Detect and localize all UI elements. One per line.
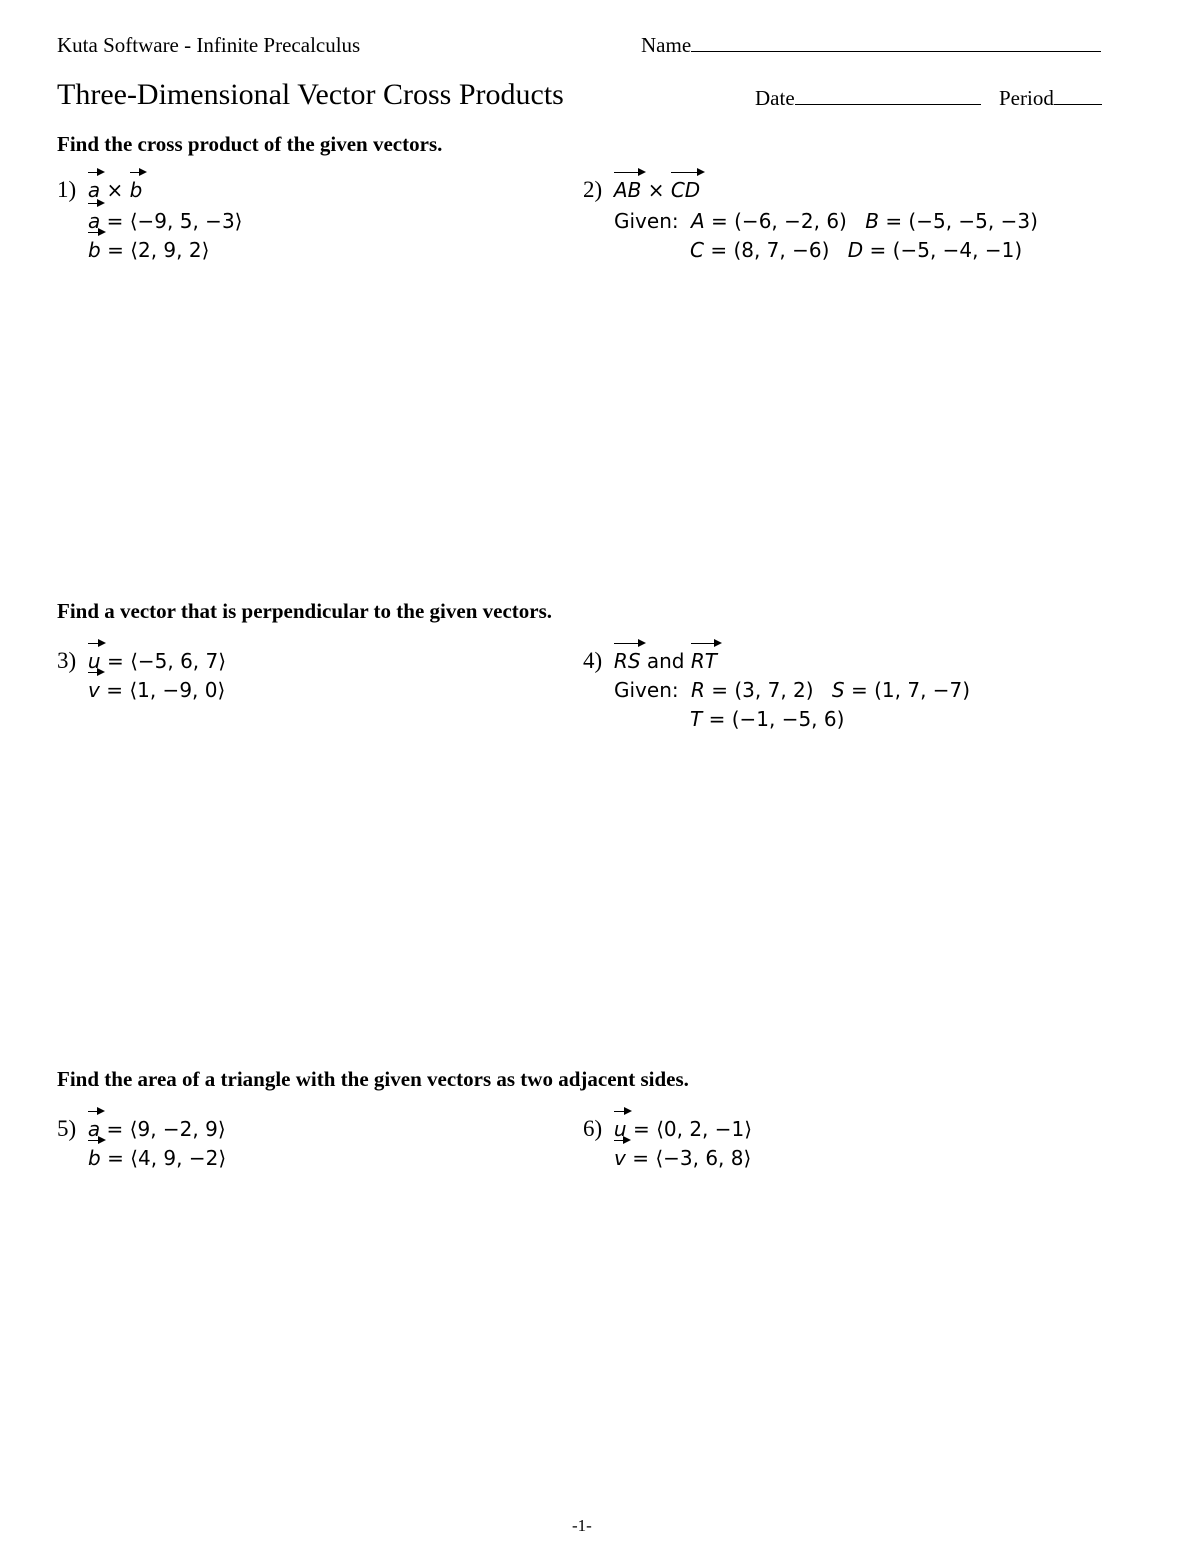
problem-3 xyxy=(57,646,226,705)
point-value: = (−5, −5, −3) xyxy=(885,209,1038,233)
vector-value: = ⟨−5, 6, 7⟩ xyxy=(106,649,227,673)
problem-number: 6) xyxy=(583,1116,603,1141)
given-label: Given: xyxy=(614,209,679,233)
problem-number: 4) xyxy=(583,648,603,673)
operator: × xyxy=(106,178,124,202)
vector-value: = ⟨1, −9, 0⟩ xyxy=(106,678,226,702)
date-label: Date xyxy=(755,86,795,110)
point-name: D xyxy=(847,238,864,262)
point-name: R xyxy=(690,678,705,702)
point-name: S xyxy=(831,678,845,702)
date-field[interactable] xyxy=(755,86,981,111)
problem-5 xyxy=(57,1114,226,1173)
point-value: = (3, 7, 2) xyxy=(711,678,814,702)
point-name: B xyxy=(865,209,879,233)
period-field[interactable] xyxy=(999,86,1102,111)
vector-value: = ⟨2, 9, 2⟩ xyxy=(107,238,210,262)
vector-value: = ⟨−3, 6, 8⟩ xyxy=(632,1146,752,1170)
vector-u: u xyxy=(614,1115,627,1144)
software-label: Kuta Software - Infinite Precalculus xyxy=(57,33,361,57)
vector-a: a xyxy=(88,176,100,205)
point-name: T xyxy=(690,707,703,731)
problem-4 xyxy=(583,646,970,734)
vector-value: = ⟨9, −2, 9⟩ xyxy=(106,1117,226,1141)
vector-v: v xyxy=(614,1144,626,1173)
point-value: = (1, 7, −7) xyxy=(850,678,971,702)
point-name: A xyxy=(690,209,705,233)
name-blank[interactable] xyxy=(691,33,1101,52)
section-instruction: Find the area of a triangle with the given vectors as two adjacent sides. xyxy=(57,1067,689,1091)
point-value: = (−6, −2, 6) xyxy=(711,209,847,233)
problem-number: 3) xyxy=(57,648,77,673)
vector-value: = ⟨0, 2, −1⟩ xyxy=(632,1117,753,1141)
vector-a: a xyxy=(88,1115,100,1144)
problem-1 xyxy=(57,175,242,265)
vector-value: = ⟨4, 9, −2⟩ xyxy=(107,1146,227,1170)
problem-number: 2) xyxy=(583,177,603,202)
name-field[interactable] xyxy=(641,33,1101,58)
point-value: = (−5, −4, −1) xyxy=(869,238,1023,262)
point-value: = (−1, −5, 6) xyxy=(708,707,845,731)
vector-v: v xyxy=(88,676,100,705)
conjunction: and xyxy=(646,649,685,673)
page-number: -1- xyxy=(572,1516,592,1535)
date-blank[interactable] xyxy=(795,86,981,105)
vector-rs: RS xyxy=(614,647,641,676)
vector-ab: AB xyxy=(614,176,641,205)
vector-u: u xyxy=(88,647,101,676)
problem-2 xyxy=(583,175,1038,265)
vector-value: = ⟨−9, 5, −3⟩ xyxy=(106,209,243,233)
problem-6 xyxy=(583,1114,752,1173)
period-blank[interactable] xyxy=(1054,86,1102,105)
section-instruction: Find a vector that is perpendicular to the given vectors. xyxy=(57,599,553,623)
vector-b: b xyxy=(130,176,143,205)
point-value: = (8, 7, −6) xyxy=(710,238,830,262)
page-title: Three-Dimensional Vector Cross Products xyxy=(57,78,564,111)
section-instruction: Find the cross product of the given vectors. xyxy=(57,132,443,156)
problem-number: 1) xyxy=(57,177,77,202)
vector-a: a xyxy=(88,207,100,236)
given-label: Given: xyxy=(614,678,679,702)
vector-rt: RT xyxy=(691,647,717,676)
name-label: Name xyxy=(641,33,692,57)
period-label: Period xyxy=(999,86,1054,110)
point-name: C xyxy=(690,238,704,262)
vector-cd: CD xyxy=(671,176,700,205)
problem-number: 5) xyxy=(57,1116,77,1141)
operator: × xyxy=(647,178,665,202)
vector-b: b xyxy=(88,236,101,265)
vector-b: b xyxy=(88,1144,101,1173)
